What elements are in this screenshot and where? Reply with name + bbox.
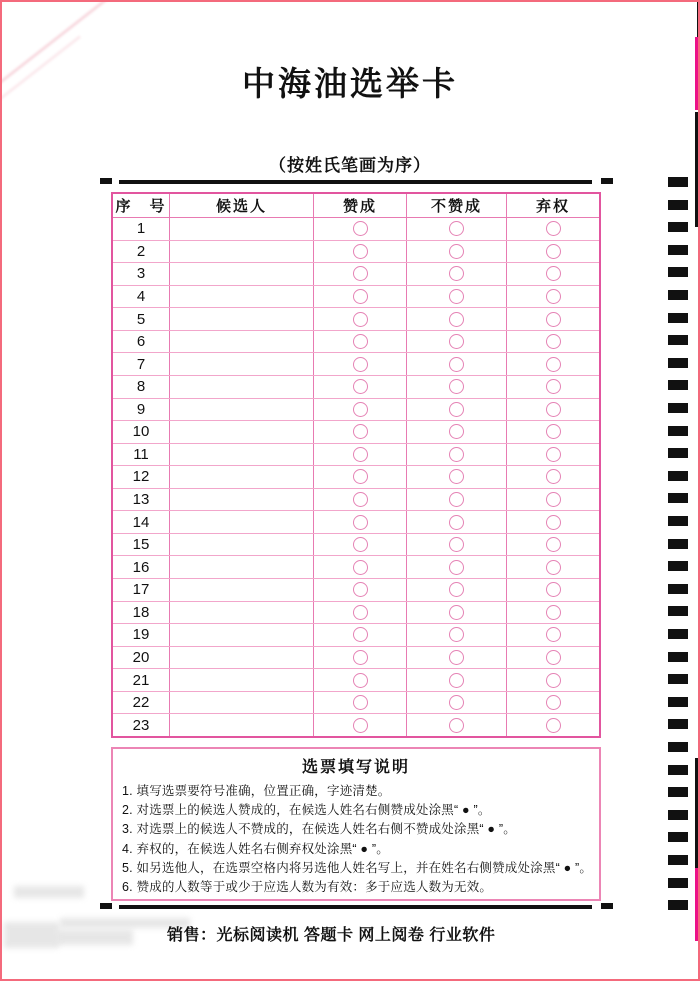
- timing-mark: [668, 697, 688, 707]
- abstain-cell: [507, 556, 599, 578]
- table-row: [113, 241, 599, 264]
- disapprove-bubble[interactable]: [449, 605, 464, 620]
- candidate-name-cell[interactable]: [170, 286, 314, 308]
- candidate-name-cell[interactable]: [170, 421, 314, 443]
- approve-cell: [314, 218, 407, 240]
- approve-bubble[interactable]: [353, 673, 368, 688]
- column-header-disapprove: 不赞成: [407, 194, 507, 217]
- disapprove-cell: [407, 602, 507, 624]
- disapprove-bubble[interactable]: [449, 492, 464, 507]
- registration-square: [100, 178, 112, 184]
- column-header-number: 序 号: [113, 194, 170, 217]
- row-number: 5: [113, 308, 170, 330]
- disapprove-cell: [407, 714, 507, 736]
- registration-line-top: [119, 180, 592, 184]
- abstain-bubble[interactable]: [546, 695, 561, 710]
- table-row: [113, 331, 599, 354]
- table-row: [113, 669, 599, 692]
- abstain-bubble[interactable]: [546, 492, 561, 507]
- approve-bubble[interactable]: [353, 221, 368, 236]
- row-number: 19: [113, 624, 170, 646]
- row-number: 15: [113, 534, 170, 556]
- candidate-name-cell[interactable]: [170, 647, 314, 669]
- candidate-name-cell[interactable]: [170, 331, 314, 353]
- instruction-item: 3. 对选票上的候选人不赞成的，在候选人姓名右侧不赞成处涂黑“ ● ”。: [122, 822, 516, 837]
- timing-mark: [668, 380, 688, 390]
- disapprove-cell: [407, 263, 507, 285]
- candidate-name-cell[interactable]: [170, 669, 314, 691]
- abstain-bubble[interactable]: [546, 718, 561, 733]
- abstain-cell: [507, 466, 599, 488]
- timing-mark: [668, 313, 688, 323]
- candidate-name-cell[interactable]: [170, 353, 314, 375]
- approve-cell: [314, 466, 407, 488]
- timing-mark: [668, 493, 688, 503]
- column-header-candidate: 候选人: [170, 194, 314, 217]
- scan-artifact-smudge: [58, 930, 133, 945]
- abstain-bubble[interactable]: [546, 673, 561, 688]
- row-number: 3: [113, 263, 170, 285]
- abstain-cell: [507, 399, 599, 421]
- column-header-approve: 赞成: [314, 194, 407, 217]
- table-row: [113, 308, 599, 331]
- disapprove-bubble[interactable]: [449, 695, 464, 710]
- approve-bubble[interactable]: [353, 312, 368, 327]
- abstain-bubble[interactable]: [546, 582, 561, 597]
- row-number: 12: [113, 466, 170, 488]
- disapprove-cell: [407, 421, 507, 443]
- table-row: [113, 579, 599, 602]
- abstain-bubble[interactable]: [546, 605, 561, 620]
- disapprove-cell: [407, 353, 507, 375]
- approve-cell: [314, 353, 407, 375]
- disapprove-bubble[interactable]: [449, 266, 464, 281]
- table-row: [113, 511, 599, 534]
- row-number: 1: [113, 218, 170, 240]
- disapprove-bubble[interactable]: [449, 402, 464, 417]
- abstain-cell: [507, 444, 599, 466]
- approve-cell: [314, 444, 407, 466]
- table-row: [113, 602, 599, 625]
- approve-cell: [314, 263, 407, 285]
- disapprove-cell: [407, 534, 507, 556]
- abstain-cell: [507, 286, 599, 308]
- abstain-bubble[interactable]: [546, 379, 561, 394]
- timing-mark: [668, 787, 688, 797]
- abstain-cell: [507, 376, 599, 398]
- approve-bubble[interactable]: [353, 424, 368, 439]
- timing-mark: [668, 606, 688, 616]
- registration-line-bottom: [119, 905, 592, 909]
- abstain-cell: [507, 421, 599, 443]
- disapprove-bubble[interactable]: [449, 357, 464, 372]
- disapprove-bubble[interactable]: [449, 673, 464, 688]
- instruction-item: 1. 填写选票要符号准确，位置正确，字迹清楚。: [122, 784, 391, 798]
- abstain-cell: [507, 263, 599, 285]
- disapprove-cell: [407, 444, 507, 466]
- timing-mark: [668, 290, 688, 300]
- candidate-name-cell[interactable]: [170, 692, 314, 714]
- timing-mark: [668, 742, 688, 752]
- edge-bar-magenta: [695, 37, 700, 110]
- candidate-name-cell[interactable]: [170, 714, 314, 736]
- timing-mark: [668, 516, 688, 526]
- row-number: 4: [113, 286, 170, 308]
- approve-bubble[interactable]: [353, 627, 368, 642]
- disapprove-cell: [407, 579, 507, 601]
- edge-bar-black: [697, 0, 699, 37]
- disapprove-cell: [407, 624, 507, 646]
- table-header-row: [113, 194, 599, 218]
- abstain-bubble[interactable]: [546, 627, 561, 642]
- disapprove-cell: [407, 376, 507, 398]
- abstain-bubble[interactable]: [546, 289, 561, 304]
- approve-cell: [314, 376, 407, 398]
- disapprove-bubble[interactable]: [449, 312, 464, 327]
- table-row: [113, 692, 599, 715]
- timing-mark: [668, 765, 688, 775]
- table-row: [113, 624, 599, 647]
- candidate-name-cell[interactable]: [170, 241, 314, 263]
- timing-mark: [668, 855, 688, 865]
- timing-mark: [668, 719, 688, 729]
- timing-mark: [668, 358, 688, 368]
- table-row: [113, 534, 599, 557]
- approve-cell: [314, 624, 407, 646]
- disapprove-cell: [407, 647, 507, 669]
- vote-table: [111, 192, 601, 738]
- row-number: 6: [113, 331, 170, 353]
- abstain-cell: [507, 692, 599, 714]
- approve-cell: [314, 714, 407, 736]
- approve-cell: [314, 331, 407, 353]
- disapprove-cell: [407, 331, 507, 353]
- scan-artifact-smudge: [14, 886, 84, 898]
- timing-mark: [668, 245, 688, 255]
- timing-mark: [668, 471, 688, 481]
- approve-bubble[interactable]: [353, 560, 368, 575]
- approve-bubble[interactable]: [353, 605, 368, 620]
- abstain-bubble[interactable]: [546, 469, 561, 484]
- timing-mark: [668, 584, 688, 594]
- abstain-bubble[interactable]: [546, 312, 561, 327]
- approve-bubble[interactable]: [353, 469, 368, 484]
- candidate-name-cell[interactable]: [170, 511, 314, 533]
- disapprove-cell: [407, 466, 507, 488]
- disapprove-cell: [407, 308, 507, 330]
- row-number: 7: [113, 353, 170, 375]
- instruction-item: 6. 赞成的人数等于或少于应选人数为有效：多于应选人数为无效。: [122, 880, 493, 895]
- disapprove-bubble[interactable]: [449, 718, 464, 733]
- timing-mark: [668, 335, 688, 345]
- approve-bubble[interactable]: [353, 492, 368, 507]
- approve-bubble[interactable]: [353, 582, 368, 597]
- disapprove-cell: [407, 399, 507, 421]
- disapprove-bubble[interactable]: [449, 537, 464, 552]
- row-number: 17: [113, 579, 170, 601]
- approve-cell: [314, 511, 407, 533]
- instruction-item: 5. 如另选他人，在选票空格内将另选他人姓名写上，并在姓名右侧赞成处涂黑“ ● ”。: [122, 860, 593, 875]
- abstain-cell: [507, 308, 599, 330]
- table-row: [113, 556, 599, 579]
- abstain-cell: [507, 218, 599, 240]
- table-row: [113, 714, 599, 736]
- approve-bubble[interactable]: [353, 515, 368, 530]
- abstain-cell: [507, 579, 599, 601]
- approve-cell: [314, 556, 407, 578]
- abstain-cell: [507, 353, 599, 375]
- candidate-name-cell[interactable]: [170, 579, 314, 601]
- candidate-name-cell[interactable]: [170, 444, 314, 466]
- approve-bubble[interactable]: [353, 266, 368, 281]
- candidate-name-cell[interactable]: [170, 489, 314, 511]
- approve-cell: [314, 308, 407, 330]
- table-row: [113, 218, 599, 241]
- page-title: 中海油选举卡: [242, 67, 458, 103]
- row-number: 18: [113, 602, 170, 624]
- disapprove-cell: [407, 489, 507, 511]
- disapprove-bubble[interactable]: [449, 627, 464, 642]
- approve-cell: [314, 669, 407, 691]
- abstain-cell: [507, 331, 599, 353]
- disapprove-cell: [407, 669, 507, 691]
- column-header-abstain: 弃权: [535, 198, 570, 215]
- instructions-list: [113, 777, 599, 897]
- abstain-bubble[interactable]: [546, 650, 561, 665]
- edge-bar-magenta: [695, 868, 700, 941]
- abstain-bubble[interactable]: [546, 357, 561, 372]
- row-number: 8: [113, 376, 170, 398]
- timing-mark: [668, 177, 688, 187]
- approve-cell: [314, 534, 407, 556]
- table-body: [113, 218, 599, 736]
- table-row: [113, 466, 599, 489]
- disapprove-cell: [407, 218, 507, 240]
- row-number: 2: [113, 241, 170, 263]
- timing-mark: [668, 561, 688, 571]
- approve-cell: [314, 286, 407, 308]
- candidate-name-cell[interactable]: [170, 399, 314, 421]
- table-row: [113, 353, 599, 376]
- timing-mark: [668, 426, 688, 436]
- disapprove-bubble[interactable]: [449, 515, 464, 530]
- disapprove-bubble[interactable]: [449, 334, 464, 349]
- row-number: 9: [113, 399, 170, 421]
- abstain-cell: [507, 624, 599, 646]
- candidate-name-cell[interactable]: [170, 263, 314, 285]
- abstain-cell: [507, 511, 599, 533]
- table-row: [113, 376, 599, 399]
- abstain-cell: [507, 241, 599, 263]
- table-row: [113, 263, 599, 286]
- disapprove-bubble[interactable]: [449, 447, 464, 462]
- table-row: [113, 399, 599, 422]
- row-number: 13: [113, 489, 170, 511]
- candidate-name-cell[interactable]: [170, 624, 314, 646]
- disapprove-bubble[interactable]: [449, 289, 464, 304]
- candidate-name-cell[interactable]: [170, 602, 314, 624]
- approve-bubble[interactable]: [353, 402, 368, 417]
- approve-cell: [314, 602, 407, 624]
- row-number: 22: [113, 692, 170, 714]
- disapprove-bubble[interactable]: [449, 424, 464, 439]
- edge-bar-black: [695, 112, 700, 227]
- approve-cell: [314, 241, 407, 263]
- row-number: 21: [113, 669, 170, 691]
- timing-mark: [668, 200, 688, 210]
- abstain-bubble[interactable]: [546, 515, 561, 530]
- abstain-bubble[interactable]: [546, 334, 561, 349]
- approve-cell: [314, 489, 407, 511]
- timing-mark: [668, 674, 688, 684]
- approve-cell: [314, 399, 407, 421]
- abstain-cell: [507, 669, 599, 691]
- candidate-name-cell[interactable]: [170, 308, 314, 330]
- approve-bubble[interactable]: [353, 650, 368, 665]
- disapprove-bubble[interactable]: [449, 221, 464, 236]
- abstain-bubble[interactable]: [546, 537, 561, 552]
- abstain-cell: [507, 534, 599, 556]
- abstain-bubble[interactable]: [546, 560, 561, 575]
- approve-bubble[interactable]: [353, 718, 368, 733]
- timing-mark: [668, 810, 688, 820]
- abstain-bubble[interactable]: [546, 244, 561, 259]
- table-row: [113, 647, 599, 670]
- approve-bubble[interactable]: [353, 357, 368, 372]
- registration-square: [100, 903, 112, 909]
- abstain-bubble[interactable]: [546, 402, 561, 417]
- approve-bubble[interactable]: [353, 537, 368, 552]
- row-number: 23: [113, 714, 170, 736]
- abstain-bubble[interactable]: [546, 424, 561, 439]
- abstain-cell: [507, 602, 599, 624]
- timing-mark: [668, 403, 688, 413]
- row-number: 11: [113, 444, 170, 466]
- table-row: [113, 489, 599, 512]
- approve-bubble[interactable]: [353, 695, 368, 710]
- candidate-name-cell[interactable]: [170, 534, 314, 556]
- approve-bubble[interactable]: [353, 379, 368, 394]
- abstain-cell: [507, 714, 599, 736]
- timing-mark: [668, 629, 688, 639]
- disapprove-cell: [407, 241, 507, 263]
- timing-mark: [668, 652, 688, 662]
- candidate-name-cell[interactable]: [170, 556, 314, 578]
- disapprove-cell: [407, 511, 507, 533]
- timing-mark: [668, 448, 688, 458]
- timing-mark: [668, 878, 688, 888]
- disapprove-cell: [407, 556, 507, 578]
- disapprove-bubble[interactable]: [449, 469, 464, 484]
- instruction-item: 4. 弃权的，在候选人姓名右侧弃权处涂黑“ ● ”。: [122, 841, 389, 856]
- registration-square: [601, 178, 613, 184]
- abstain-bubble[interactable]: [546, 447, 561, 462]
- approve-cell: [314, 421, 407, 443]
- approve-bubble[interactable]: [353, 244, 368, 259]
- instructions-title: 选票填写说明: [301, 759, 410, 776]
- disapprove-cell: [407, 286, 507, 308]
- approve-cell: [314, 579, 407, 601]
- abstain-cell: [507, 489, 599, 511]
- scan-artifact-smudge: [4, 922, 59, 948]
- row-number: 20: [113, 647, 170, 669]
- abstain-bubble[interactable]: [546, 266, 561, 281]
- instructions-box: [111, 747, 601, 901]
- candidate-name-cell[interactable]: [170, 376, 314, 398]
- timing-mark: [668, 832, 688, 842]
- table-row: [113, 444, 599, 467]
- approve-bubble[interactable]: [353, 447, 368, 462]
- disapprove-bubble[interactable]: [449, 379, 464, 394]
- disapprove-bubble[interactable]: [449, 560, 464, 575]
- row-number: 14: [113, 511, 170, 533]
- timing-mark: [668, 539, 688, 549]
- sort-order-note: （按姓氏笔画为序）: [269, 156, 431, 175]
- disapprove-cell: [407, 692, 507, 714]
- edge-bar-black: [695, 758, 700, 868]
- table-row: [113, 421, 599, 444]
- table-row: [113, 286, 599, 309]
- registration-square: [601, 903, 613, 909]
- approve-cell: [314, 647, 407, 669]
- instruction-item: 2. 对选票上的候选人赞成的，在候选人姓名右侧赞成处涂黑“ ● ”。: [122, 803, 491, 818]
- disapprove-bubble[interactable]: [449, 582, 464, 597]
- vendor-footer: 销售：光标阅读机 答题卡 网上阅卷 行业软件: [167, 927, 496, 944]
- approve-bubble[interactable]: [353, 289, 368, 304]
- approve-cell: [314, 692, 407, 714]
- candidate-name-cell[interactable]: [170, 218, 314, 240]
- timing-mark: [668, 267, 688, 277]
- disapprove-bubble[interactable]: [449, 244, 464, 259]
- timing-mark: [668, 222, 688, 232]
- approve-bubble[interactable]: [353, 334, 368, 349]
- row-number: 10: [113, 421, 170, 443]
- disapprove-bubble[interactable]: [449, 650, 464, 665]
- row-number: 16: [113, 556, 170, 578]
- abstain-bubble[interactable]: [546, 221, 561, 236]
- candidate-name-cell[interactable]: [170, 466, 314, 488]
- timing-mark: [668, 900, 688, 910]
- abstain-cell: [507, 647, 599, 669]
